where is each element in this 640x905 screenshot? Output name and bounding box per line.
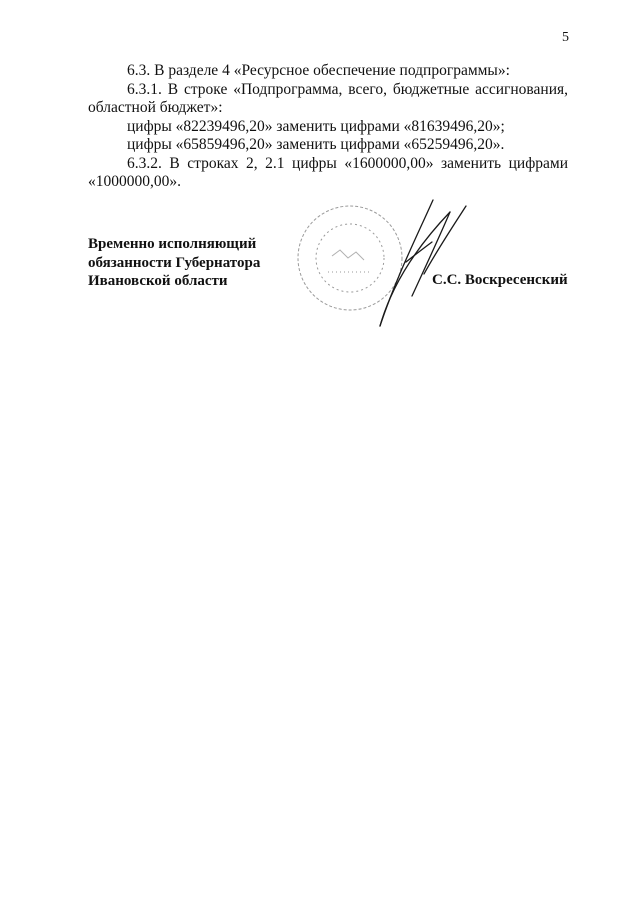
- paragraph-replace-2: цифры «65859496,20» заменить цифрами «65259496,20».: [127, 136, 505, 153]
- position-line: Временно исполняющий: [88, 236, 257, 252]
- page-number: 5: [562, 30, 569, 45]
- paragraph-6-3-1: 6.3.1. В строке «Подпрограмма, всего, бюджетные ассигнования, областной бюджет»:: [88, 80, 568, 116]
- seal-and-signature: [288, 178, 478, 338]
- paragraph-6-3: 6.3. В разделе 4 «Ресурсное обеспечение подпрограммы»:: [127, 62, 510, 79]
- signatory-position: [88, 235, 260, 291]
- paragraph-replace-1: цифры «82239496,20» заменить цифрами «81639496,20»;: [127, 117, 505, 135]
- handwritten-signature: [380, 200, 466, 326]
- position-line: обязанности Губернатора: [88, 254, 261, 271]
- paragraph-6-3-2: 6.3.2. В строках 2, 2.1 цифры «1600000,00» заменить цифрами «1000000,00».: [88, 154, 568, 190]
- signatory-name: С.С. Воскресенский: [432, 272, 568, 288]
- official-seal: [298, 206, 402, 310]
- document-body: [88, 62, 568, 192]
- position-line: Ивановской области: [88, 273, 228, 289]
